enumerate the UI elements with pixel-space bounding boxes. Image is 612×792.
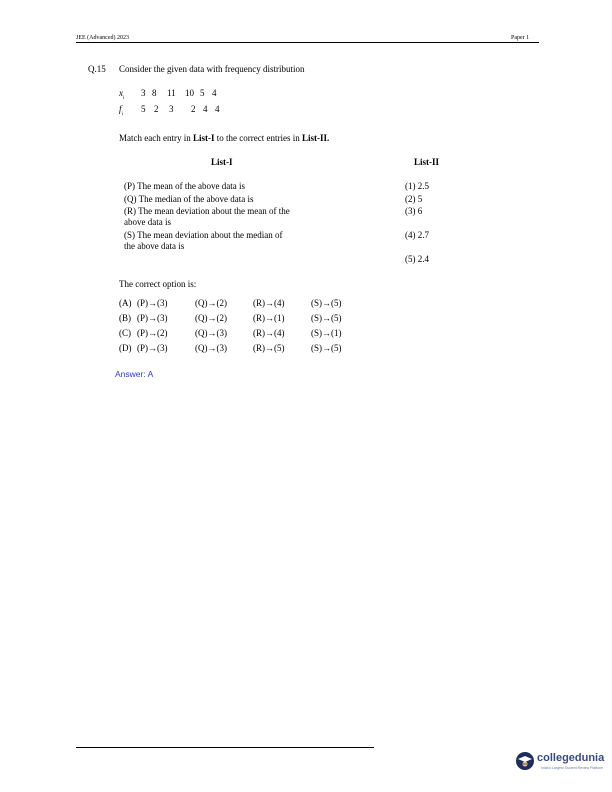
brand-tagline: India's Largest Student Review Platform: [541, 766, 604, 770]
x-value: 8: [152, 88, 157, 98]
list1-heading: List-I: [211, 157, 233, 167]
instruction-text: to the correct entries in: [214, 133, 302, 143]
graduate-cap-icon: [516, 752, 534, 770]
footer-divider: [76, 747, 374, 748]
option-q: (Q)→(2): [195, 298, 227, 308]
list2-item-2: (2) 5: [405, 194, 423, 204]
list1-item-r: (R) The mean deviation about the mean of the: [124, 206, 290, 216]
option-r: (R)→(1): [253, 313, 285, 323]
option-s: (S)→(5): [311, 313, 342, 323]
list1-item-r-cont: above data is: [124, 217, 171, 227]
option-label: (D): [119, 343, 132, 353]
option-q: (Q)→(2): [195, 313, 227, 323]
f-value: 4: [215, 104, 220, 114]
option-c[interactable]: [119, 328, 342, 338]
list2-item-1: (1) 2.5: [405, 181, 429, 191]
x-symbol: x: [119, 88, 123, 98]
brand-logo-icon: [516, 752, 534, 770]
f-value: 4: [203, 104, 208, 114]
instruction-list2: List-II.: [301, 133, 330, 143]
x-value: 5: [200, 88, 205, 98]
list1-item-p: (P) The mean of the above data is: [124, 181, 246, 191]
x-row-label: [119, 88, 124, 101]
option-s: (S)→(5): [311, 298, 342, 308]
x-value: 3: [141, 88, 146, 98]
list2-item-4: (4) 2.7: [405, 230, 429, 240]
option-p: (P)→(3): [137, 343, 168, 353]
f-value: 3: [169, 104, 174, 114]
instruction-list1: List-I: [192, 133, 215, 143]
option-label: (C): [119, 328, 131, 338]
f-values-row: [141, 104, 220, 114]
list2-heading: List-II: [414, 157, 440, 167]
match-instruction: [119, 133, 329, 143]
header-exam-title: JEE (Advanced) 2023: [76, 35, 129, 41]
x-value: 10: [185, 88, 194, 98]
option-p: (P)→(3): [137, 298, 168, 308]
option-s: (S)→(1): [311, 328, 342, 338]
header-divider: [76, 42, 539, 43]
x-subscript: i: [123, 95, 125, 101]
list1-item-s-cont: the above data is: [124, 241, 185, 251]
option-a[interactable]: [119, 298, 342, 308]
question-number: Q.15: [88, 64, 106, 74]
answer-text: Answer: A: [115, 369, 154, 379]
option-label: (A): [119, 298, 132, 308]
f-value: 5: [141, 104, 146, 114]
list2-item-3: (3) 6: [405, 206, 423, 216]
x-value: 11: [167, 88, 176, 98]
option-s: (S)→(5): [311, 343, 342, 353]
option-p: (P)→(2): [137, 328, 168, 338]
x-value: 4: [212, 88, 217, 98]
option-b[interactable]: [119, 313, 342, 323]
instruction-text: Match each entry in: [119, 133, 193, 143]
option-q: (Q)→(3): [195, 343, 227, 353]
f-subscript: i: [121, 111, 123, 117]
f-symbol: f: [119, 104, 122, 114]
option-d[interactable]: [119, 343, 342, 353]
options-intro: The correct option is:: [119, 279, 197, 289]
f-value: 2: [191, 104, 196, 114]
option-p: (P)→(3): [137, 313, 168, 323]
option-r: (R)→(4): [253, 298, 285, 308]
option-r: (R)→(4): [253, 328, 285, 338]
option-q: (Q)→(3): [195, 328, 227, 338]
option-label: (B): [119, 313, 131, 323]
f-value: 2: [154, 104, 159, 114]
header-paper: Paper 1: [511, 35, 530, 41]
question-stem: Consider the given data with frequency distribution: [119, 64, 305, 74]
brand-name[interactable]: collegedunia: [537, 752, 605, 764]
list1-item-s: (S) The mean deviation about the median of: [124, 230, 283, 240]
option-r: (R)→(5): [253, 343, 285, 353]
list2-item-5: (5) 2.4: [405, 254, 429, 264]
f-row-label: [119, 104, 123, 117]
list1-item-q: (Q) The median of the above data is: [124, 194, 254, 204]
x-values-row: [141, 88, 217, 98]
